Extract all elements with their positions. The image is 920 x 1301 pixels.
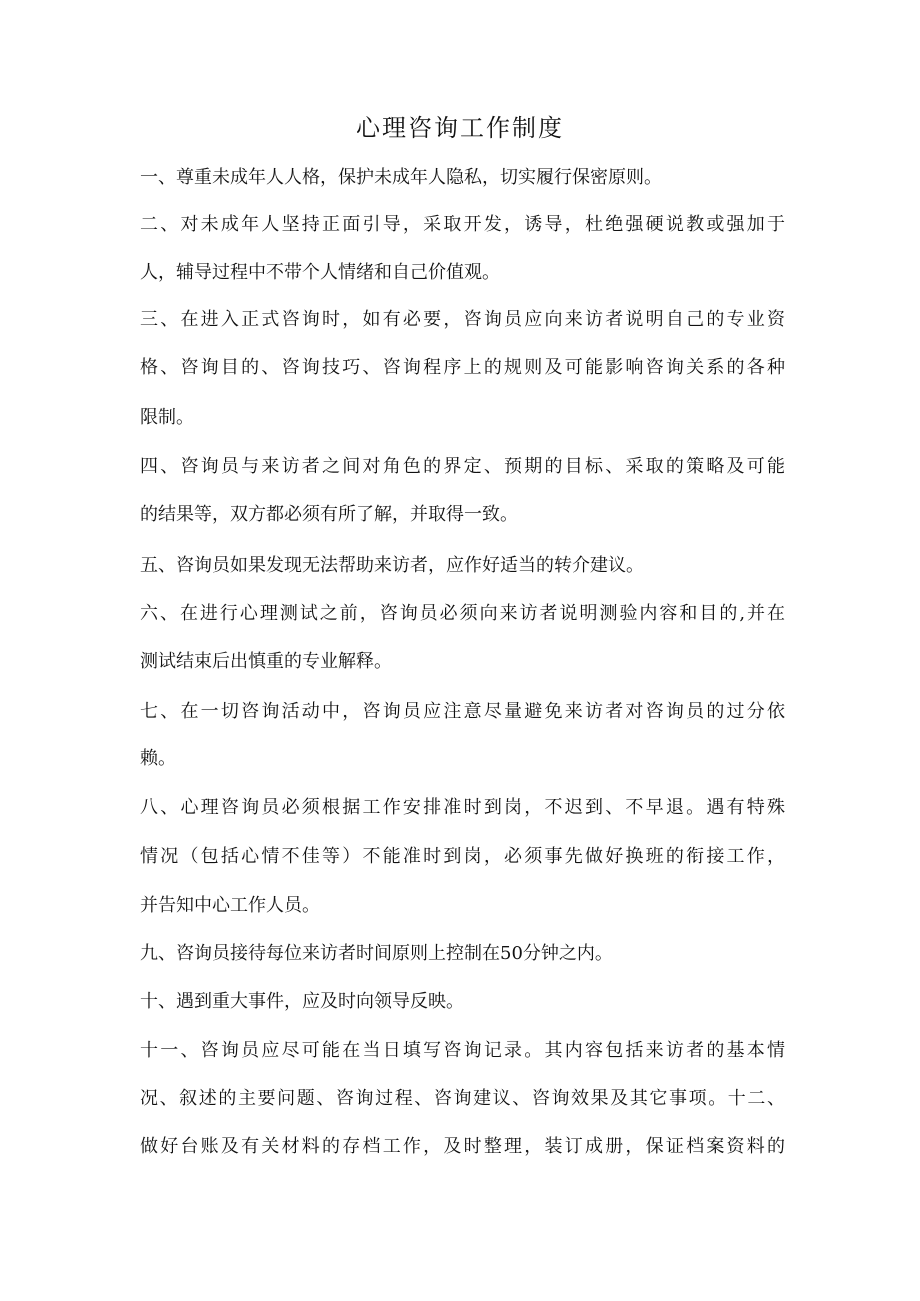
paragraph-line: 情况（包括心情不佳等）不能准时到岗，必须事先做好换班的衔接工作， [140,846,785,867]
paragraph-line: 人，辅导过程中不带个人情绪和自己价值观。 [140,262,500,283]
paragraph-line: 的结果等，双方都必须有所了解，并取得一致。 [140,504,518,525]
paragraph-line: 况、叙述的主要问题、咨询过程、咨询建议、咨询效果及其它事项。十二、 [140,1088,785,1109]
paragraph-line: 格、咨询目的、咨询技巧、咨询程序上的规则及可能影响咨询关系的各种 [140,357,785,378]
paragraph-line: 一、尊重未成年人人格，保护未成年人隐私，切实履行保密原则。 [140,167,662,188]
paragraph-line: 做好台账及有关材料的存档工作，及时整理，装订成册，保证档案资料的 [140,1136,785,1157]
document-title: 心理咨询工作制度 [356,114,564,142]
paragraph-line: 九、咨询员接待每位来访者时间原则上控制在50分钟之内。 [140,943,613,964]
paragraph-line: 四、咨询员与来访者之间对角色的界定、预期的目标、采取的策略及可能 [140,456,785,477]
paragraph-line: 三、在进入正式咨询时，如有必要，咨询员应向来访者说明自己的专业资 [140,309,785,330]
paragraph-line: 五、咨询员如果发现无法帮助来访者，应作好适当的转介建议。 [140,555,644,576]
paragraph-line: 十一、咨询员应尽可能在当日填写咨询记录。其内容包括来访者的基本情 [140,1040,785,1061]
paragraph-line: 六、在进行心理测试之前，咨询员必须向来访者说明测验内容和目的,并在 [140,603,785,624]
paragraph-line: 测试结束后出慎重的专业解释。 [140,651,392,672]
paragraph-line: 十、遇到重大事件，应及时向领导反映。 [140,991,464,1012]
paragraph-line: 赖。 [140,748,176,769]
paragraph-line: 八、心理咨询员必须根据工作安排准时到岗，不迟到、不早退。遇有特殊 [140,797,785,818]
paragraph-line: 并告知中心工作人员。 [140,895,320,916]
paragraph-line: 七、在一切咨询活动中，咨询员应注意尽量避免来访者对咨询员的过分依 [140,701,785,722]
paragraph-line: 二、对未成年人坚持正面引导，采取开发，诱导，杜绝强硬说教或强加于 [140,214,785,235]
paragraph-line: 限制。 [140,407,194,428]
